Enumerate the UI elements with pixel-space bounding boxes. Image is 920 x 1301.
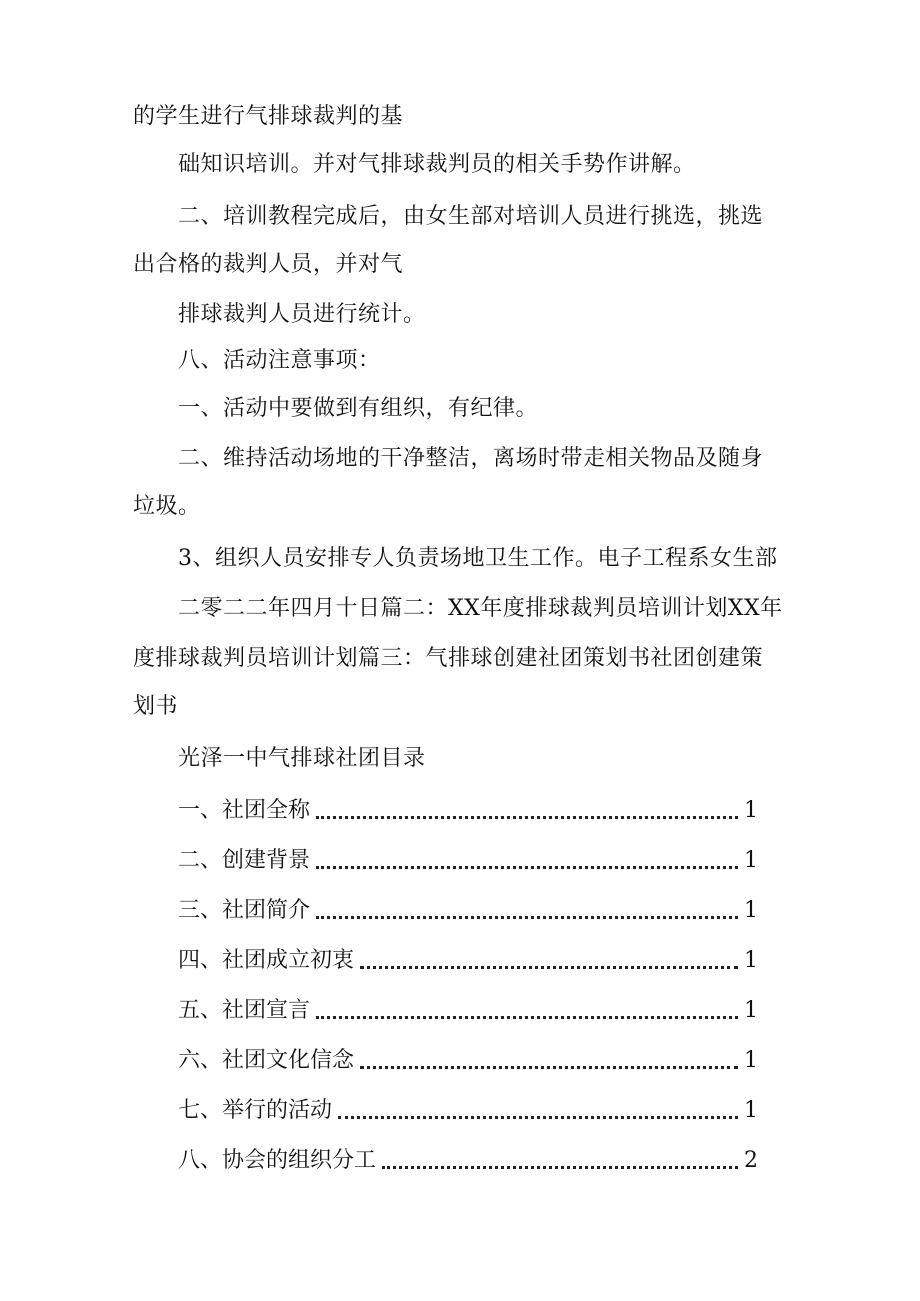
paragraph-line: 二、培训教程完成后，由女生部对培训人员进行挑选，挑选 xyxy=(178,204,764,229)
toc-entry-label: 五、社团宣言 xyxy=(178,998,311,1023)
paragraph-line: 二、维持活动场地的干净整洁，离场时带走相关物品及随身 xyxy=(178,446,764,471)
toc-leader-dots xyxy=(316,816,738,819)
toc-entry-page: 1 xyxy=(744,998,758,1023)
toc-leader-dots xyxy=(338,1116,738,1119)
toc-entry-label: 三、社团简介 xyxy=(178,898,311,923)
toc-entry-label: 二、创建背景 xyxy=(178,848,311,873)
toc-entry xyxy=(178,1096,758,1124)
toc-leader-dots xyxy=(316,916,738,919)
toc-entry-page: 1 xyxy=(744,848,758,873)
section-heading: 八、活动注意事项： xyxy=(178,348,381,373)
toc-entry-label: 八、协会的组织分工 xyxy=(178,1148,377,1173)
toc-entry-label: 七、举行的活动 xyxy=(178,1098,333,1123)
paragraph-line: 的学生进行气排球裁判的基 xyxy=(133,104,404,129)
toc-leader-dots xyxy=(360,966,738,969)
toc-entry-label: 四、社团成立初衷 xyxy=(178,948,355,973)
toc-title: 光泽一中气排球社团目录 xyxy=(178,746,426,771)
toc-entry-page: 1 xyxy=(744,1098,758,1123)
toc-leader-dots xyxy=(382,1166,738,1169)
toc-entry-page: 1 xyxy=(744,948,758,973)
toc-entry-page: 1 xyxy=(744,798,758,823)
toc-entry xyxy=(178,1046,758,1074)
toc-entry-label: 六、社团文化信念 xyxy=(178,1048,355,1073)
toc-entry-label: 一、社团全称 xyxy=(178,798,311,823)
toc-leader-dots xyxy=(316,1016,738,1019)
paragraph-line: 度排球裁判员培训计划篇三：气排球创建社团策划书社团创建策 xyxy=(133,646,764,671)
paragraph-line: 划书 xyxy=(133,694,179,719)
toc-leader-dots xyxy=(360,1066,738,1069)
paragraph-line: 础知识培训。并对气排球裁判员的相关手势作讲解。 xyxy=(178,152,696,177)
toc-entry-page: 1 xyxy=(744,1048,758,1073)
toc-leader-dots xyxy=(316,866,738,869)
toc-entry xyxy=(178,946,758,974)
paragraph-line: 出合格的裁判人员，并对气 xyxy=(133,252,404,277)
paragraph-line: 垃圾。 xyxy=(133,494,201,519)
paragraph-line: 排球裁判人员进行统计。 xyxy=(178,302,426,327)
toc-entry xyxy=(178,896,758,924)
toc-entry xyxy=(178,846,758,874)
toc-entry-page: 1 xyxy=(744,898,758,923)
paragraph-line: 二零二二年四月十日篇二：XX年度排球裁判员培训计划XX年 xyxy=(178,596,783,621)
toc-entry xyxy=(178,796,758,824)
toc-entry xyxy=(178,1146,758,1174)
paragraph-line: 一、活动中要做到有组织，有纪律。 xyxy=(178,396,539,421)
toc-entry-page: 2 xyxy=(744,1148,758,1173)
paragraph-line: 3、组织人员安排专人负责场地卫生工作。电子工程系女生部 xyxy=(178,546,778,571)
toc-entry xyxy=(178,996,758,1024)
